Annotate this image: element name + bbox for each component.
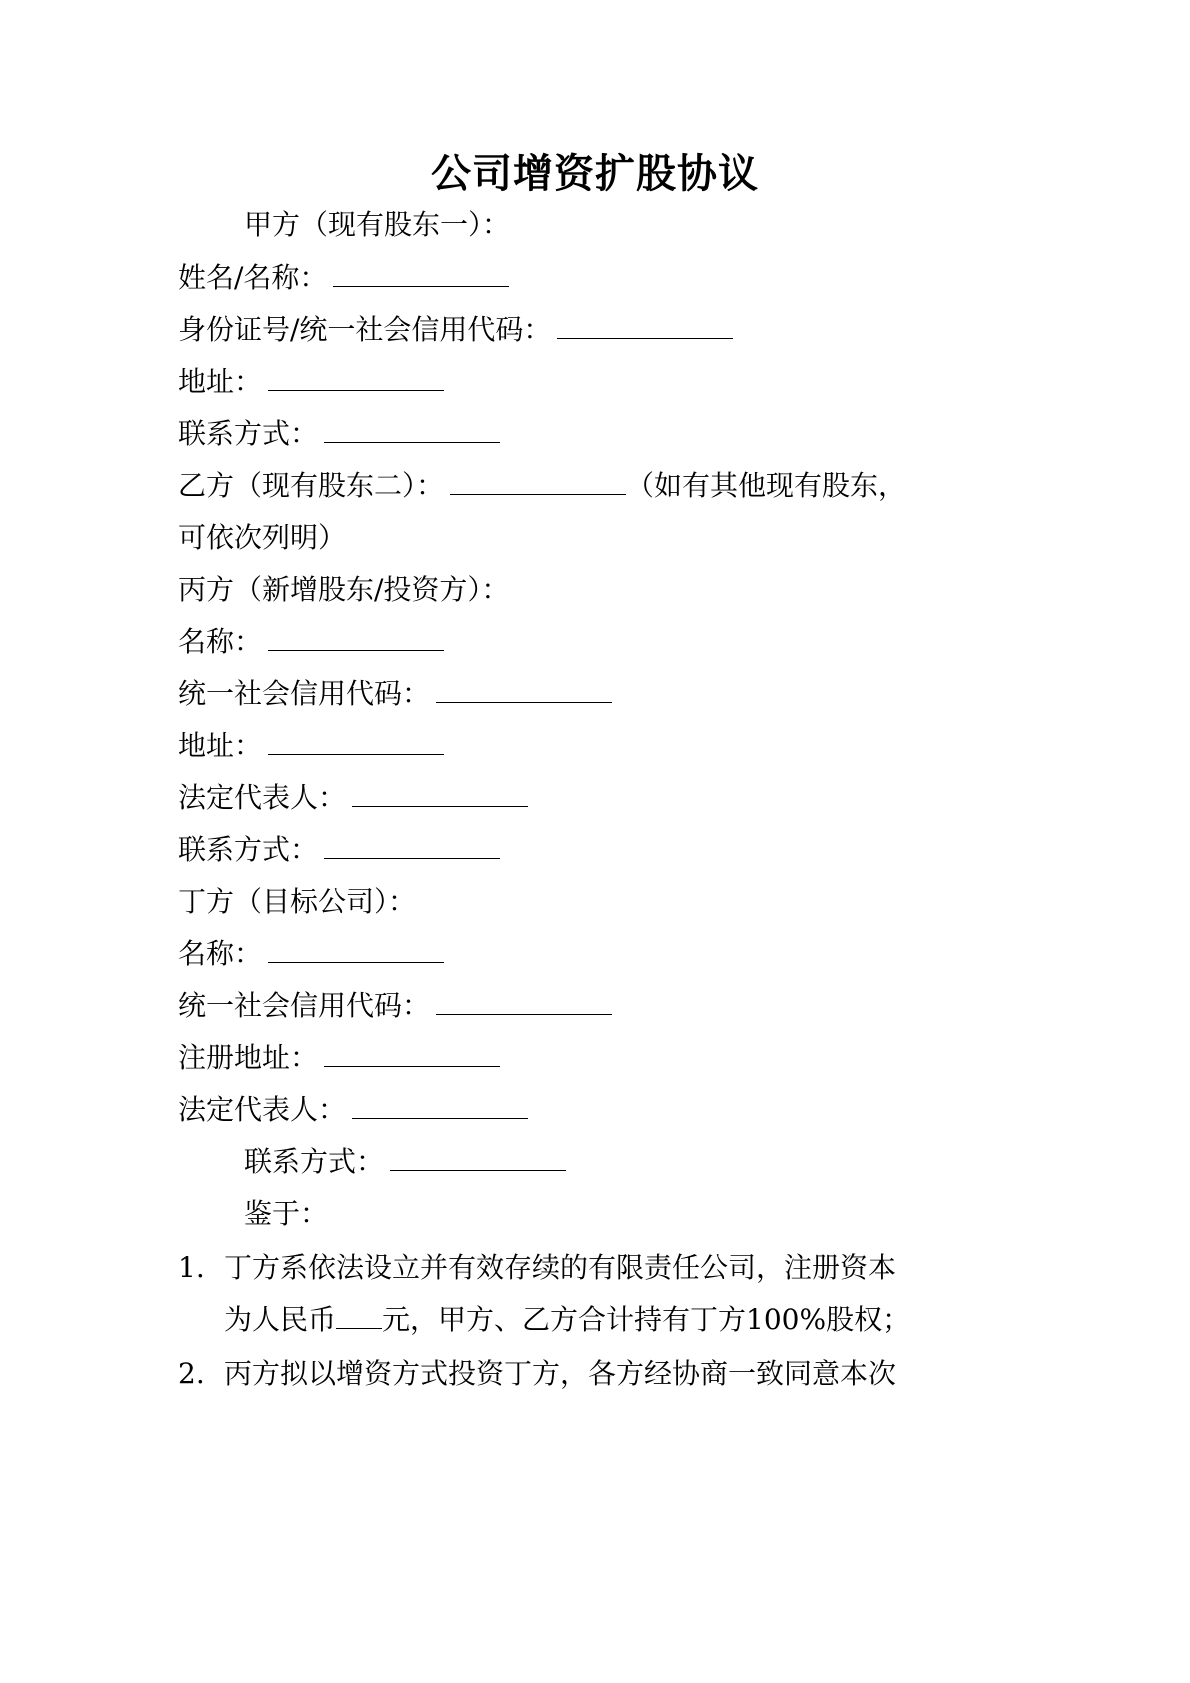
party-a-id-label: 身份证号/统一社会信用代码： [178, 313, 552, 346]
party-a-name-label: 姓名/名称： [178, 261, 328, 294]
party-c-address-blank[interactable] [268, 726, 444, 755]
party-c-rep-blank[interactable] [352, 778, 528, 807]
party-b-blank[interactable] [450, 466, 626, 495]
party-c-rep-row [178, 778, 528, 818]
party-c-heading: 丙方（新增股东/投资方）： [178, 573, 510, 606]
party-a-contact-blank[interactable] [324, 414, 500, 443]
item-1-line-1: 丁方系依法设立并有效存续的有限责任公司，注册资本 [224, 1251, 897, 1284]
party-d-contact-label: 联系方式： [244, 1145, 385, 1178]
item-1-line-2 [224, 1300, 1024, 1340]
party-c-name-label: 名称： [178, 625, 263, 658]
party-c-credit-label: 统一社会信用代码： [178, 677, 431, 710]
item-2-number: 2. [178, 1357, 205, 1390]
party-d-credit-row [178, 986, 612, 1026]
party-c-credit-row [178, 674, 612, 714]
party-a-name-row [178, 258, 509, 298]
party-d-reg-address-blank[interactable] [324, 1038, 500, 1067]
party-b-note-cont: 可依次列明） [178, 521, 347, 554]
party-d-name-label: 名称： [178, 937, 263, 970]
party-c-contact-blank[interactable] [324, 830, 500, 859]
party-d-reg-address-label: 注册地址： [178, 1041, 319, 1074]
party-a-id-row [178, 310, 733, 350]
party-c-name-row [178, 622, 444, 662]
party-b-note: （如有其他现有股东， [626, 469, 907, 502]
party-a-id-blank[interactable] [557, 310, 733, 339]
registered-capital-blank[interactable] [336, 1300, 382, 1329]
party-d-reg-address-row [178, 1038, 500, 1078]
party-c-address-row [178, 726, 444, 766]
party-a-heading: 甲方（现有股东一）： [244, 208, 511, 241]
party-d-rep-blank[interactable] [352, 1090, 528, 1119]
party-c-contact-label: 联系方式： [178, 833, 319, 866]
party-d-credit-blank[interactable] [436, 986, 612, 1015]
party-d-heading: 丁方（目标公司）： [178, 885, 417, 918]
party-c-address-label: 地址： [178, 729, 263, 762]
party-a-address-row [178, 362, 444, 402]
party-a-address-label: 地址： [178, 365, 263, 398]
item-1-line-2-post: 元，甲方、乙方合计持有丁方100%股权； [382, 1303, 911, 1336]
party-d-rep-row [178, 1090, 528, 1130]
party-d-name-row [178, 934, 444, 974]
party-d-name-blank[interactable] [268, 934, 444, 963]
item-1-line-2-pre: 为人民币 [224, 1303, 337, 1336]
party-a-name-blank[interactable] [333, 258, 509, 287]
party-d-contact-blank[interactable] [390, 1142, 566, 1171]
party-b-heading: 乙方（现有股东二）： [178, 469, 445, 502]
party-a-contact-row [178, 414, 500, 454]
party-a-contact-label: 联系方式： [178, 417, 319, 450]
party-c-name-blank[interactable] [268, 622, 444, 651]
party-c-rep-label: 法定代表人： [178, 781, 347, 814]
party-a-address-blank[interactable] [268, 362, 444, 391]
party-c-credit-blank[interactable] [436, 674, 612, 703]
party-b-row [178, 466, 906, 506]
item-1-number: 1. [178, 1251, 205, 1284]
party-d-credit-label: 统一社会信用代码： [178, 989, 431, 1022]
item-2-line-1: 丙方拟以增资方式投资丁方，各方经协商一致同意本次 [224, 1357, 897, 1390]
whereas-heading: 鉴于： [244, 1197, 329, 1230]
party-d-rep-label: 法定代表人： [178, 1093, 347, 1126]
party-d-contact-row [244, 1142, 566, 1182]
party-c-contact-row [178, 830, 500, 870]
document-title: 公司增资扩股协议 [431, 151, 759, 197]
